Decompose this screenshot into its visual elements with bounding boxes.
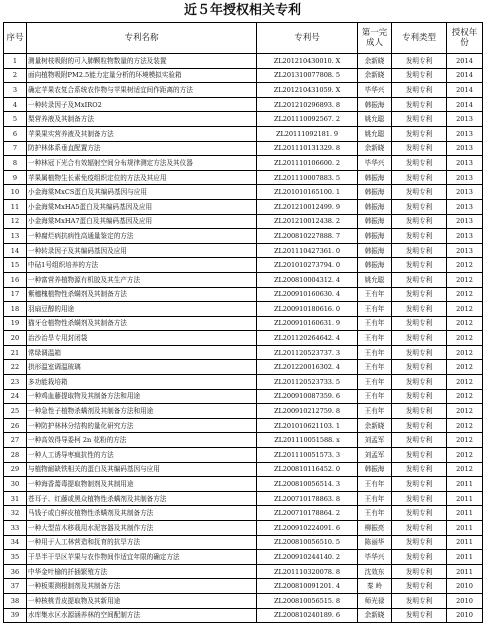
cell-index: 6 bbox=[4, 126, 27, 141]
cell-index: 33 bbox=[4, 521, 27, 536]
cell-year: 2012 bbox=[447, 404, 483, 419]
cell-person: 余新晓 bbox=[358, 68, 392, 83]
table-row bbox=[4, 345, 483, 360]
cell-year: 2012 bbox=[447, 331, 483, 346]
cell-name: 一种林冠下光合有效辐射空间分布规律测定方法及其仪器 bbox=[27, 156, 257, 171]
table-row bbox=[4, 564, 483, 579]
cell-name: 水库集水区水源涵养林的空间配制方法 bbox=[27, 608, 257, 623]
cell-person: 师光禄 bbox=[358, 593, 392, 608]
cell-type: 发明专利 bbox=[392, 54, 447, 69]
cell-index: 20 bbox=[4, 331, 27, 346]
cell-index: 12 bbox=[4, 214, 27, 229]
cell-number: ZL200810091201. 4 bbox=[257, 579, 358, 594]
cell-index: 3 bbox=[4, 83, 27, 98]
cell-number: ZL201210431059. X bbox=[257, 83, 358, 98]
cell-number: ZL201120523737. 3 bbox=[257, 345, 358, 360]
table-row bbox=[4, 331, 483, 346]
cell-person: 王有年 bbox=[358, 477, 392, 492]
cell-type: 发明专利 bbox=[392, 199, 447, 214]
cell-name: 小金海棠MxHA5蛋白及其编码基因及应用 bbox=[27, 199, 257, 214]
cell-index: 13 bbox=[4, 229, 27, 244]
cell-name: 一种富营养植物源有机胶及其生产方法 bbox=[27, 272, 257, 287]
cell-number: ZL201110051573. 3 bbox=[257, 448, 358, 463]
table-row bbox=[4, 126, 483, 141]
cell-year: 2011 bbox=[447, 550, 483, 565]
cell-person: 毕华兴 bbox=[358, 156, 392, 171]
cell-index: 4 bbox=[4, 97, 27, 112]
cell-index: 38 bbox=[4, 593, 27, 608]
cell-year: 2012 bbox=[447, 345, 483, 360]
cell-person: 王有年 bbox=[358, 331, 392, 346]
cell-type: 发明专利 bbox=[392, 243, 447, 258]
cell-type: 发明专利 bbox=[392, 97, 447, 112]
cell-name: 一种大型苗木移栽用水泥容器及其制作方法 bbox=[27, 521, 257, 536]
cell-type: 发明专利 bbox=[392, 521, 447, 536]
cell-type: 发明专利 bbox=[392, 83, 447, 98]
table-row bbox=[4, 112, 483, 127]
cell-index: 16 bbox=[4, 272, 27, 287]
table-row bbox=[4, 521, 483, 536]
cell-number: ZL200910160630. 4 bbox=[257, 287, 358, 302]
table-row bbox=[4, 272, 483, 287]
cell-name: 猫牙仓植物性杀螨剂及其制备方法 bbox=[27, 316, 257, 331]
cell-year: 2012 bbox=[447, 433, 483, 448]
cell-person: 王有年 bbox=[358, 404, 392, 419]
cell-year: 2012 bbox=[447, 375, 483, 390]
cell-type: 发明专利 bbox=[392, 185, 447, 200]
table-row bbox=[4, 229, 483, 244]
cell-year: 2010 bbox=[447, 608, 483, 623]
cell-type: 发明专利 bbox=[392, 316, 447, 331]
cell-person: 余新晓 bbox=[358, 141, 392, 156]
cell-person: 柳振亮 bbox=[358, 521, 392, 536]
cell-name: 苹果属植物生长素免疫组织定位的方法及其应用 bbox=[27, 170, 257, 185]
cell-number: ZL201210430010. X bbox=[257, 54, 358, 69]
cell-person: 王有年 bbox=[358, 360, 392, 375]
cell-index: 29 bbox=[4, 462, 27, 477]
cell-person: 王有年 bbox=[358, 389, 392, 404]
cell-person: 毕华兴 bbox=[358, 550, 392, 565]
table-row bbox=[4, 389, 483, 404]
table-row bbox=[4, 418, 483, 433]
cell-number: ZL201210296893. 8 bbox=[257, 97, 358, 112]
cell-index: 35 bbox=[4, 550, 27, 565]
cell-number: ZL200910180616. 0 bbox=[257, 302, 358, 317]
cell-person: 王有年 bbox=[358, 491, 392, 506]
cell-year: 2012 bbox=[447, 302, 483, 317]
table-row bbox=[4, 302, 483, 317]
cell-number: ZL200910244140. 2 bbox=[257, 550, 358, 565]
cell-year: 2012 bbox=[447, 418, 483, 433]
cell-type: 发明专利 bbox=[392, 287, 447, 302]
cell-index: 30 bbox=[4, 477, 27, 492]
cell-type: 发明专利 bbox=[392, 141, 447, 156]
cell-year: 2013 bbox=[447, 229, 483, 244]
cell-year: 2012 bbox=[447, 258, 483, 273]
cell-person: 姚允聪 bbox=[358, 126, 392, 141]
cell-number: ZL20111092181. 9 bbox=[257, 126, 358, 141]
cell-type: 发明专利 bbox=[392, 448, 447, 463]
cell-type: 发明专利 bbox=[392, 331, 447, 346]
cell-number: ZL200710178864. 2 bbox=[257, 506, 358, 521]
cell-year: 2012 bbox=[447, 462, 483, 477]
table-row bbox=[4, 243, 483, 258]
cell-type: 发明专利 bbox=[392, 491, 447, 506]
cell-number: ZL201010621103. 1 bbox=[257, 418, 358, 433]
cell-name: 梨营养液及其制备方法 bbox=[27, 112, 257, 127]
cell-index: 25 bbox=[4, 404, 27, 419]
cell-type: 发明专利 bbox=[392, 593, 447, 608]
table-header-row bbox=[4, 23, 483, 54]
cell-type: 发明专利 bbox=[392, 229, 447, 244]
cell-index: 10 bbox=[4, 185, 27, 200]
cell-index: 36 bbox=[4, 564, 27, 579]
cell-index: 26 bbox=[4, 418, 27, 433]
cell-name: 一种急性子植物杀螨剂及其制备方法和用途 bbox=[27, 404, 257, 419]
cell-type: 发明专利 bbox=[392, 68, 447, 83]
cell-type: 发明专利 bbox=[392, 477, 447, 492]
cell-name: 一种海香薷毒提取物制剂及其制用途 bbox=[27, 477, 257, 492]
cell-person: 沈效东 bbox=[358, 564, 392, 579]
cell-number: ZL201210012499. 9 bbox=[257, 199, 358, 214]
cell-type: 发明专利 bbox=[392, 375, 447, 390]
cell-index: 15 bbox=[4, 258, 27, 273]
table-row bbox=[4, 360, 483, 375]
table-row bbox=[4, 491, 483, 506]
table-row bbox=[4, 185, 483, 200]
cell-number: ZL201120264642. 4 bbox=[257, 331, 358, 346]
cell-year: 2011 bbox=[447, 506, 483, 521]
cell-type: 发明专利 bbox=[392, 564, 447, 579]
cell-name: 一种转录因子及MxIRO2 bbox=[27, 97, 257, 112]
cell-number: ZL200810056510. 5 bbox=[257, 535, 358, 550]
cell-name: 与植物耐缺铁相关的蛋白及其编码基因与应用 bbox=[27, 462, 257, 477]
cell-name: 马钱子或白鲜皮植物性杀螨剂及其制备方法 bbox=[27, 506, 257, 521]
cell-number: ZL200810116452. 0 bbox=[257, 462, 358, 477]
cell-index: 32 bbox=[4, 506, 27, 521]
table-row bbox=[4, 375, 483, 390]
cell-number: ZL200810004312. 4 bbox=[257, 272, 358, 287]
table-row bbox=[4, 608, 483, 623]
cell-person: 韩振海 bbox=[358, 199, 392, 214]
cell-person: 韩振海 bbox=[358, 258, 392, 273]
cell-name: 防护林体系垂直配置方法 bbox=[27, 141, 257, 156]
header-number: 专利号 bbox=[257, 23, 358, 54]
cell-name: 一种人工诱导枣疯抗性的方法 bbox=[27, 448, 257, 463]
cell-person: 王有年 bbox=[358, 302, 392, 317]
cell-type: 发明专利 bbox=[392, 112, 447, 127]
header-name: 专利名称 bbox=[27, 23, 257, 54]
cell-person: 韩振海 bbox=[358, 97, 392, 112]
cell-year: 2013 bbox=[447, 126, 483, 141]
cell-name: 干旱半干旱区苹果与农作物间作适宜年限的确定方法 bbox=[27, 550, 257, 565]
cell-index: 23 bbox=[4, 375, 27, 390]
cell-type: 发明专利 bbox=[392, 126, 447, 141]
table-row bbox=[4, 258, 483, 273]
cell-type: 发明专利 bbox=[392, 535, 447, 550]
cell-year: 2013 bbox=[447, 141, 483, 156]
cell-person: 刘孟军 bbox=[358, 433, 392, 448]
cell-name: 中华金叶榆的扦插繁殖方法 bbox=[27, 564, 257, 579]
cell-name: 确定苹果农复合系统农作物与苹果树适宜间作距离的方法 bbox=[27, 83, 257, 98]
cell-index: 7 bbox=[4, 141, 27, 156]
cell-name: 中砧1号组织培养的方法 bbox=[27, 258, 257, 273]
table-row bbox=[4, 214, 483, 229]
cell-person: 韩振海 bbox=[358, 462, 392, 477]
cell-name: 一种高效得导委柯 2n 花粉的方法 bbox=[27, 433, 257, 448]
cell-year: 2014 bbox=[447, 68, 483, 83]
table-row bbox=[4, 593, 483, 608]
cell-person: 陈丽华 bbox=[358, 535, 392, 550]
cell-name: 苍耳子、红藤或黑众植物性杀螨剂及其制备方法 bbox=[27, 491, 257, 506]
table-row bbox=[4, 550, 483, 565]
cell-person: 韩振海 bbox=[358, 170, 392, 185]
cell-year: 2010 bbox=[447, 579, 483, 594]
cell-person: 韩振海 bbox=[358, 185, 392, 200]
table-row bbox=[4, 141, 483, 156]
cell-index: 39 bbox=[4, 608, 27, 623]
cell-number: ZL200810227888. 7 bbox=[257, 229, 358, 244]
cell-index: 17 bbox=[4, 287, 27, 302]
cell-index: 14 bbox=[4, 243, 27, 258]
cell-index: 2 bbox=[4, 68, 27, 83]
cell-person: 王有年 bbox=[358, 375, 392, 390]
cell-person: 王有年 bbox=[358, 316, 392, 331]
cell-name: 一种核桃青皮提取物及其新用途 bbox=[27, 593, 257, 608]
cell-year: 2012 bbox=[447, 316, 483, 331]
cell-year: 2013 bbox=[447, 170, 483, 185]
cell-index: 8 bbox=[4, 156, 27, 171]
cell-year: 2010 bbox=[447, 593, 483, 608]
cell-person: 韩振海 bbox=[358, 243, 392, 258]
cell-type: 发明专利 bbox=[392, 345, 447, 360]
cell-number: ZL201110131329. 8 bbox=[257, 141, 358, 156]
table-row bbox=[4, 83, 483, 98]
table-row bbox=[4, 506, 483, 521]
cell-index: 9 bbox=[4, 170, 27, 185]
cell-year: 2012 bbox=[447, 272, 483, 287]
cell-person: 余新晓 bbox=[358, 54, 392, 69]
cell-person: 王有年 bbox=[358, 345, 392, 360]
table-body bbox=[4, 54, 483, 623]
cell-year: 2011 bbox=[447, 521, 483, 536]
cell-type: 发明专利 bbox=[392, 404, 447, 419]
cell-name: 羽扇豆醇的用途 bbox=[27, 302, 257, 317]
cell-index: 11 bbox=[4, 199, 27, 214]
cell-name: 紫穗槐植物性杀螨剂及其制备方法 bbox=[27, 287, 257, 302]
cell-name: 测量树枝吸附的可入肺颗粒物数量的方法及装置 bbox=[27, 54, 257, 69]
cell-name: 一种转录因子及其编码基因及应用 bbox=[27, 243, 257, 258]
cell-index: 18 bbox=[4, 302, 27, 317]
cell-name: 一种鸡血藤提取物及其制备方法和用途 bbox=[27, 389, 257, 404]
cell-number: ZL201010273794. 0 bbox=[257, 258, 358, 273]
cell-number: ZL201310077808. 5 bbox=[257, 68, 358, 83]
patent-table bbox=[3, 22, 483, 623]
cell-year: 2013 bbox=[447, 214, 483, 229]
cell-name: 面向植物吸附PM2.5能力定量分析的环境模拟实验箱 bbox=[27, 68, 257, 83]
cell-index: 19 bbox=[4, 316, 27, 331]
table-row bbox=[4, 287, 483, 302]
cell-name: 一种板栗测根制剂及其制备方法 bbox=[27, 579, 257, 594]
cell-index: 1 bbox=[4, 54, 27, 69]
cell-year: 2012 bbox=[447, 389, 483, 404]
cell-type: 发明专利 bbox=[392, 506, 447, 521]
table-row bbox=[4, 170, 483, 185]
cell-year: 2014 bbox=[447, 54, 483, 69]
cell-number: ZL201110092567. 2 bbox=[257, 112, 358, 127]
cell-index: 5 bbox=[4, 112, 27, 127]
cell-number: ZL200810056515. 8 bbox=[257, 593, 358, 608]
cell-number: ZL201210012438. 2 bbox=[257, 214, 358, 229]
cell-index: 21 bbox=[4, 345, 27, 360]
cell-year: 2012 bbox=[447, 448, 483, 463]
cell-person: 韩振海 bbox=[358, 229, 392, 244]
cell-year: 2013 bbox=[447, 243, 483, 258]
table-row bbox=[4, 535, 483, 550]
cell-type: 发明专利 bbox=[392, 418, 447, 433]
cell-year: 2013 bbox=[447, 112, 483, 127]
cell-year: 2011 bbox=[447, 477, 483, 492]
header-type: 专利类型 bbox=[392, 23, 447, 54]
cell-number: ZL201120523733. 5 bbox=[257, 375, 358, 390]
cell-type: 发明专利 bbox=[392, 433, 447, 448]
cell-index: 37 bbox=[4, 579, 27, 594]
cell-name: 常绿调温箱 bbox=[27, 345, 257, 360]
cell-year: 2012 bbox=[447, 287, 483, 302]
cell-person: 姚允聪 bbox=[358, 112, 392, 127]
cell-index: 28 bbox=[4, 448, 27, 463]
cell-type: 发明专利 bbox=[392, 389, 447, 404]
cell-type: 发明专利 bbox=[392, 258, 447, 273]
cell-number: ZL200910212759. 8 bbox=[257, 404, 358, 419]
table-row bbox=[4, 97, 483, 112]
header-person: 第一完成人 bbox=[358, 23, 392, 54]
cell-number: ZL201110051588. x bbox=[257, 433, 358, 448]
cell-number: ZL200710178863. 8 bbox=[257, 491, 358, 506]
cell-number: ZL201110007883. 5 bbox=[257, 170, 358, 185]
cell-index: 22 bbox=[4, 360, 27, 375]
cell-year: 2013 bbox=[447, 156, 483, 171]
cell-number: ZL201220016302. 4 bbox=[257, 360, 358, 375]
cell-name: 拱形温室调温玻璃 bbox=[27, 360, 257, 375]
cell-name: 苹果果实营养液及其制备方法 bbox=[27, 126, 257, 141]
cell-index: 24 bbox=[4, 389, 27, 404]
cell-number: ZL200810056514. 3 bbox=[257, 477, 358, 492]
cell-number: ZL200910087359. 6 bbox=[257, 389, 358, 404]
cell-type: 发明专利 bbox=[392, 550, 447, 565]
cell-number: ZL201110320078. 8 bbox=[257, 564, 358, 579]
cell-person: 余新晓 bbox=[358, 418, 392, 433]
cell-person: 王有年 bbox=[358, 506, 392, 521]
table-row bbox=[4, 156, 483, 171]
cell-year: 2013 bbox=[447, 185, 483, 200]
table-row bbox=[4, 68, 483, 83]
table-row bbox=[4, 448, 483, 463]
cell-year: 2011 bbox=[447, 535, 483, 550]
page-title: 近５年授权相关专利 bbox=[183, 3, 301, 18]
cell-number: ZL200910160631. 9 bbox=[257, 316, 358, 331]
cell-name: 小金海棠MxCS蛋白及其编码基因与应用 bbox=[27, 185, 257, 200]
cell-type: 发明专利 bbox=[392, 579, 447, 594]
cell-type: 发明专利 bbox=[392, 214, 447, 229]
cell-index: 34 bbox=[4, 535, 27, 550]
cell-year: 2011 bbox=[447, 491, 483, 506]
cell-name: 一种防护林林分结构的量化研究方法 bbox=[27, 418, 257, 433]
cell-number: ZL200910224091. 6 bbox=[257, 521, 358, 536]
table-row bbox=[4, 404, 483, 419]
cell-year: 2011 bbox=[447, 564, 483, 579]
cell-type: 发明专利 bbox=[392, 462, 447, 477]
cell-name: 一种腐烂病抗病性高通量鉴定的方法 bbox=[27, 229, 257, 244]
cell-name: 治沙治旱专用封闭袋 bbox=[27, 331, 257, 346]
table-row bbox=[4, 199, 483, 214]
cell-type: 发明专利 bbox=[392, 360, 447, 375]
cell-name: 一种用于人工林营造和抚育的抗旱方法 bbox=[27, 535, 257, 550]
cell-person: 王有年 bbox=[358, 287, 392, 302]
cell-person: 刘孟军 bbox=[358, 448, 392, 463]
cell-name: 小金海棠MxHA7蛋白及其编码基因及应用 bbox=[27, 214, 257, 229]
cell-year: 2014 bbox=[447, 97, 483, 112]
table-row bbox=[4, 433, 483, 448]
cell-number: ZL200810240189. 6 bbox=[257, 608, 358, 623]
cell-year: 2014 bbox=[447, 83, 483, 98]
table-row bbox=[4, 54, 483, 69]
cell-index: 27 bbox=[4, 433, 27, 448]
table-row bbox=[4, 316, 483, 331]
cell-year: 2012 bbox=[447, 360, 483, 375]
cell-person: 毕华兴 bbox=[358, 83, 392, 98]
cell-person: 秦 岭 bbox=[358, 579, 392, 594]
cell-type: 发明专利 bbox=[392, 272, 447, 287]
cell-person: 韩振海 bbox=[358, 214, 392, 229]
cell-index: 31 bbox=[4, 491, 27, 506]
cell-type: 发明专利 bbox=[392, 302, 447, 317]
cell-name: 多功能栽培箱 bbox=[27, 375, 257, 390]
cell-type: 发明专利 bbox=[392, 608, 447, 623]
cell-person: 余新晓 bbox=[358, 608, 392, 623]
cell-number: ZL201110427361. 0 bbox=[257, 243, 358, 258]
header-index: 序号 bbox=[4, 23, 27, 54]
cell-type: 发明专利 bbox=[392, 170, 447, 185]
cell-year: 2013 bbox=[447, 199, 483, 214]
cell-type: 发明专利 bbox=[392, 156, 447, 171]
table-row bbox=[4, 579, 483, 594]
cell-number: ZL201110106600. 2 bbox=[257, 156, 358, 171]
cell-number: ZL201010165100. 1 bbox=[257, 185, 358, 200]
header-year: 授权年份 bbox=[447, 23, 483, 54]
cell-person: 姚允聪 bbox=[358, 272, 392, 287]
table-row bbox=[4, 477, 483, 492]
table-row bbox=[4, 462, 483, 477]
